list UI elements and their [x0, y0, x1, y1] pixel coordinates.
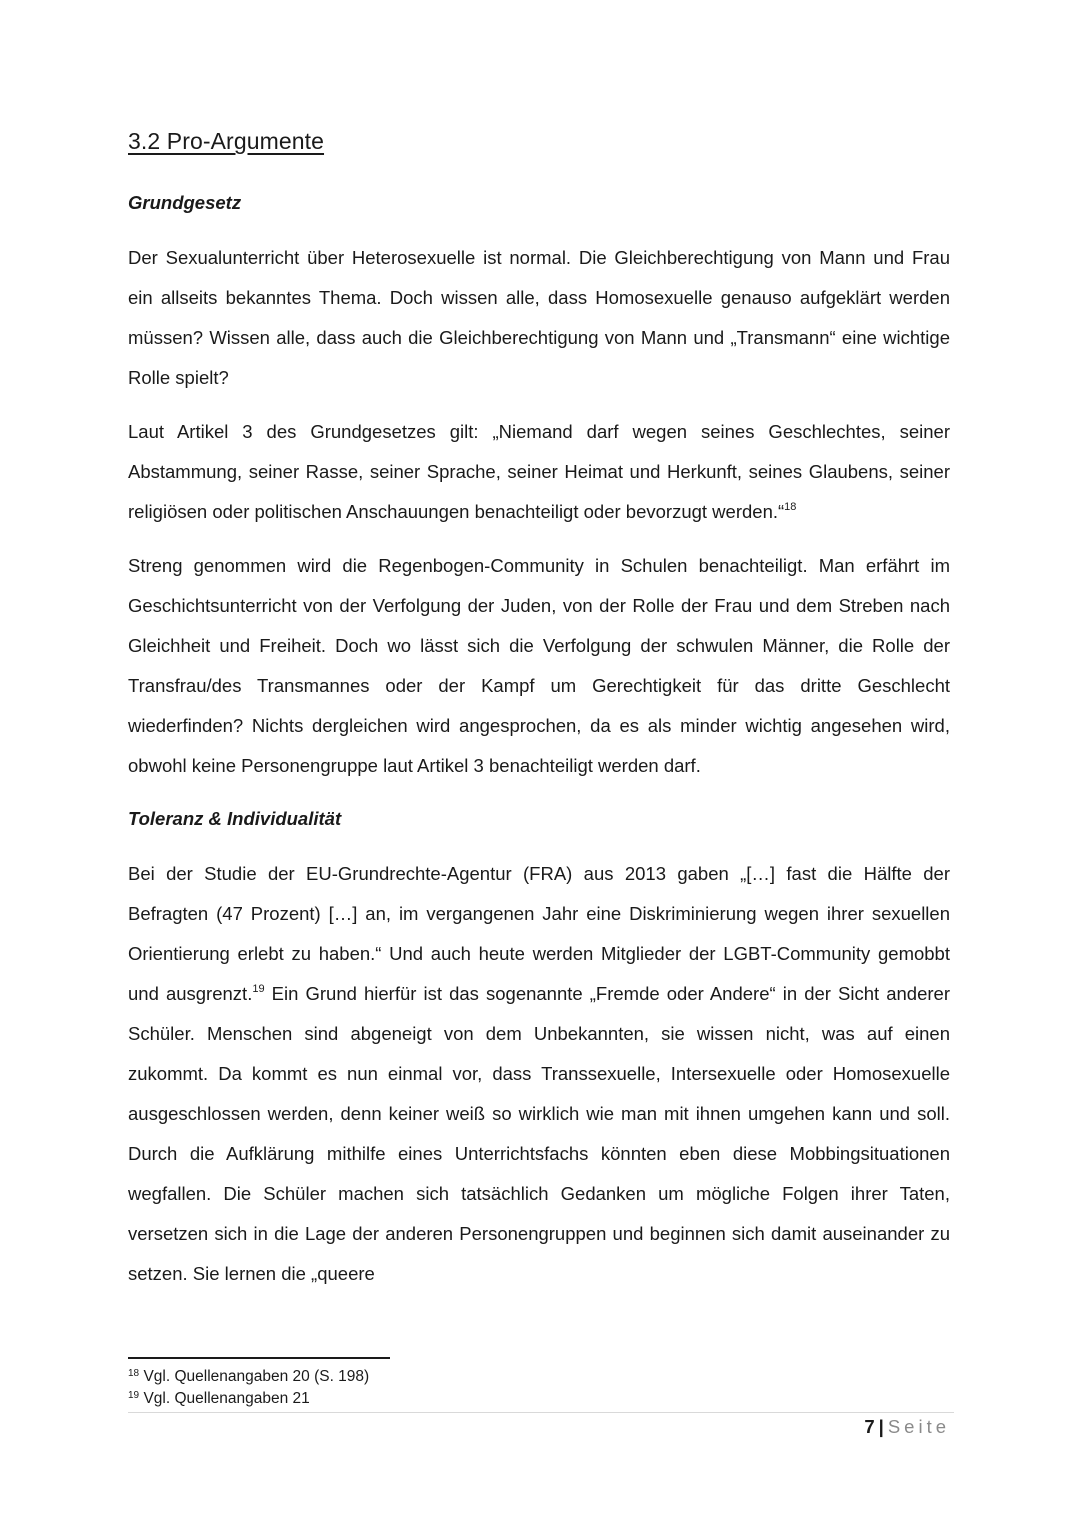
footnote	[128, 1390, 310, 1408]
paragraph	[128, 854, 950, 1294]
section-heading: 3.2 Pro-Argumente	[128, 128, 325, 154]
footnote-divider	[128, 1357, 390, 1359]
page-word: Seite	[887, 1416, 950, 1437]
subheading-toleranz: Toleranz & Individualität	[128, 808, 342, 829]
footnote-number: 19	[128, 1390, 140, 1401]
paragraph-quote	[128, 412, 950, 532]
paragraph-text-before: Bei der Studie der EU-Grundrechte-Agentur (FRA) aus 2013 gaben „[…] fast die Hälfte der Befragten (47 Prozent) […] an, im vergangenen Jahr eine Diskriminierung wegen ihrer sexuellen Orientierung erlebt zu haben.“ Und auch heute werden Mitglieder der LGBT-Community gemobbt und ausgrenzt.	[128, 863, 950, 1004]
footnote-text: Vgl. Quellenangaben 20 (S. 198)	[143, 1368, 370, 1385]
paragraph: Streng genommen wird die Regenbogen-Community in Schulen benachteiligt. Man erfährt im Geschichtsunterricht von der Verfolgung der Juden, von der Rolle der Frau und dem Streben nach Gleichheit und Freiheit. Doch wo lässt sich die Verfolgung der schwulen Männer, die Rolle der Transfrau/des Transmannes oder der Kampf um Gerechtigkeit für das dritte Geschlecht wiederfinden? Nichts dergleichen wird angesprochen, da es als minder wichtig angesehen wird, obwohl keine Personengruppe laut Artikel 3 benachteiligt werden darf.	[128, 555, 950, 776]
paragraph-text-after: Ein Grund hierfür ist das sogenannte „Fremde oder Andere“ in der Sicht anderer Schüler. Menschen sind abgeneigt von dem Unbekannten, sie wissen nicht, was auf einen zukommt. Da kommt es nun einmal vor, dass Transsexuelle, Intersexuelle oder Homosexuelle ausgeschlossen werden, denn keiner weiß so wirklich wie man mit ihnen umgehen kann und soll. Durch die Aufklärung mithilfe eines Unterrichtsfachs könnten eben diese Mobbingsituationen wegfallen. Die Schüler machen sich tatsächlich Gedanken um mögliche Folgen ihrer Taten, versetzen sich in die Lage der anderen Personengruppen und beginnen sich damit auseinander zu setzen. Sie lernen die „queere	[128, 983, 950, 1284]
paragraph-text: Laut Artikel 3 des Grundgesetzes gilt: „Niemand darf wegen seines Geschlechtes, seiner Abstammung, seiner Rasse, seiner Sprache, seiner Heimat und Herkunft, seines Glaubens, seiner religiösen oder politischen Anschauungen benachteiligt oder bevorzugt werden.“	[128, 421, 950, 522]
paragraph: Der Sexualunterricht über Heterosexuelle ist normal. Die Gleichberechtigung von Mann und Frau ein allseits bekanntes Thema. Doch wissen alle, dass Homosexuelle genauso aufgeklärt werden müssen? Wissen alle, dass auch die Gleichberechtigung von Mann und „Transmann“ eine wichtige Rolle spielt?	[128, 247, 950, 388]
footnote-text: Vgl. Quellenangaben 21	[143, 1390, 310, 1407]
footnote-number: 18	[128, 1368, 140, 1379]
page-number	[864, 1416, 950, 1438]
subheading-grundgesetz: Grundgesetz	[128, 192, 242, 213]
footnote-ref: 19	[252, 983, 265, 995]
footer-rule	[128, 1412, 954, 1413]
page-number-value: 7	[864, 1416, 875, 1437]
page-separator: |	[878, 1416, 884, 1437]
footnote-ref: 18	[784, 501, 797, 513]
footnote	[128, 1368, 369, 1386]
